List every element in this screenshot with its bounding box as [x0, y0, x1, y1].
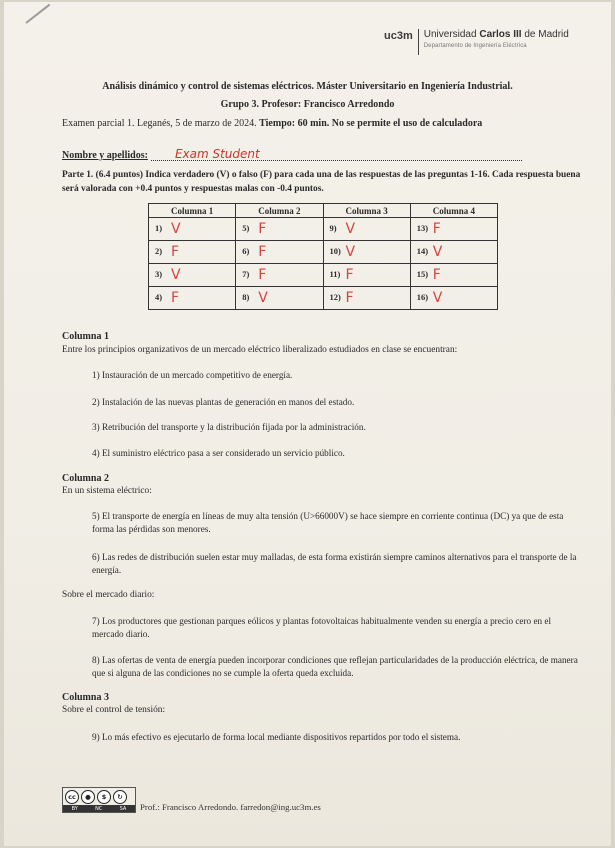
- question-number: 13): [416, 222, 429, 233]
- table-row: [149, 241, 498, 264]
- answer-mark: F: [171, 244, 180, 260]
- answer-cell[interactable]: [410, 241, 497, 264]
- question-number: 12): [329, 291, 341, 302]
- question-item: 2) Instalación de las nuevas plantas de generación en manos del estado.: [92, 397, 355, 407]
- license-by: BY: [71, 805, 78, 812]
- answer-mark: F: [345, 290, 354, 306]
- license-sa: SA: [119, 805, 127, 812]
- question-number: 9): [329, 222, 337, 233]
- license-nc: NC: [95, 805, 103, 812]
- columna3-intro: Sobre el control de tensión:: [62, 705, 166, 715]
- columna1-heading: Columna 1: [62, 331, 109, 342]
- name-line: [151, 147, 522, 161]
- table-row: [149, 264, 498, 287]
- course-title: Análisis dinámico y control de sistemas eléctricos. Máster Universitario en Ingeniería Industrial.: [102, 81, 513, 92]
- answer-mark: V: [345, 221, 356, 237]
- question-item: 9) Lo más efectivo es ejecutarlo de forma local mediante dispositivos repartidos por todo el sistema.: [92, 732, 461, 742]
- answer-cell[interactable]: [236, 264, 323, 287]
- columna1-intro: Entre los principios organizativos de un mercado eléctrico liberalizado estudiados en clase se encuentran:: [62, 345, 458, 355]
- cc-license-badge: [62, 787, 136, 813]
- answer-cell[interactable]: [149, 241, 236, 264]
- question-number: 15): [416, 268, 429, 279]
- table-row: [149, 218, 498, 241]
- answer-mark: F: [432, 221, 441, 237]
- table-row: [149, 287, 498, 310]
- question-item: 7) Los productores que gestionan parques eólicos y plantas fotovoltaicas habitualmente venden su energía a precio cero en el mercado diario.: [92, 616, 552, 639]
- column-header: Columna 4: [410, 204, 497, 218]
- question-number: 8): [242, 291, 250, 302]
- columna2-heading: Columna 2: [62, 473, 109, 484]
- columna3-heading: Columna 3: [62, 692, 109, 703]
- answer-mark: F: [258, 221, 267, 237]
- column-header: Columna 3: [323, 204, 410, 218]
- answer-mark: F: [258, 244, 267, 260]
- question-number: 6): [242, 245, 250, 256]
- column-header: Columna 2: [236, 204, 323, 218]
- columna2-intro2: Sobre el mercado diario:: [62, 590, 155, 600]
- cc-icon: cc: [65, 790, 79, 804]
- name-label: Nombre y apellidos:: [62, 150, 148, 161]
- answer-cell[interactable]: [323, 287, 410, 310]
- answer-mark: V: [432, 244, 443, 260]
- nc-icon: $: [97, 790, 111, 804]
- footer: [62, 787, 321, 813]
- answer-cell[interactable]: [410, 218, 497, 241]
- answer-mark: F: [345, 267, 354, 283]
- answer-mark: V: [345, 244, 356, 260]
- answer-cell[interactable]: [149, 287, 236, 310]
- answer-cell[interactable]: [149, 218, 236, 241]
- question-number: 2): [155, 245, 163, 256]
- answer-cell[interactable]: [410, 287, 497, 310]
- question-item: 4) El suministro eléctrico pasa a ser considerado un servicio público.: [92, 448, 345, 458]
- answer-mark: V: [171, 221, 181, 237]
- question-number: 11): [329, 268, 341, 279]
- answer-mark: F: [432, 267, 441, 283]
- question-number: 14): [416, 245, 429, 256]
- question-number: 5): [242, 222, 250, 233]
- question-item: 6) Las redes de distribución suelen estar muy malladas, de esta forma existirán siempre caminos alternativos para el transporte de la energía.: [92, 552, 577, 575]
- answer-cell[interactable]: [236, 241, 323, 264]
- answer-cell[interactable]: [323, 218, 410, 241]
- brand-short: uc3m: [384, 30, 413, 42]
- answer-mark: F: [258, 267, 267, 283]
- question-item: 1) Instauración de un mercado competitivo de energía.: [92, 370, 293, 380]
- answer-cell[interactable]: [410, 264, 497, 287]
- column-header: Columna 1: [149, 204, 236, 218]
- exam-info: Examen parcial 1. Leganés, 5 de marzo de 2024. Tiempo: 60 min. No se permite el uso de calculadora: [62, 118, 483, 129]
- university-name: Universidad Carlos III de Madrid: [423, 29, 569, 40]
- question-number: 4): [155, 291, 163, 302]
- logo-divider: [418, 29, 419, 55]
- group-title: Grupo 3. Profesor: Francisco Arredondo: [220, 99, 395, 110]
- question-item: 5) El transporte de energía en líneas de muy alta tensión (U>66000V) se hace siempre en corriente continua (DC) ya que de esta forma las pérdidas son menores.: [92, 511, 564, 534]
- answer-cell[interactable]: [236, 218, 323, 241]
- question-item: 3) Retribución del transporte y la distribución fijada por la administración.: [92, 422, 366, 432]
- answer-mark: F: [171, 290, 180, 306]
- professor-contact: Prof.: Francisco Arredondo. farredon@ing.uc3m.es: [140, 802, 321, 812]
- answer-table-header: [149, 204, 498, 218]
- question-number: 16): [416, 291, 429, 302]
- question-number: 3): [155, 268, 163, 279]
- university-logo: [384, 29, 569, 55]
- by-icon: ●: [81, 790, 95, 804]
- pen-mark: [25, 4, 50, 24]
- answer-cell[interactable]: [149, 264, 236, 287]
- handwritten-name: Exam Student: [174, 147, 260, 161]
- question-number: 10): [329, 245, 341, 256]
- answer-table: [148, 203, 498, 310]
- department-name: Departamento de Ingeniería Eléctrica: [423, 43, 527, 49]
- answer-mark: V: [258, 290, 268, 306]
- question-number: 1): [155, 222, 163, 233]
- part1-instructions: Parte 1. (6.4 puntos) Indica verdadero (V) o falso (F) para cada una de las respuestas de las preguntas 1-16. Cada respuesta buena será valorada con +0.4 puntos y respuestas malas con -0.4 puntos.: [62, 170, 581, 194]
- answer-mark: V: [171, 267, 181, 283]
- answer-cell[interactable]: [236, 287, 323, 310]
- answer-mark: V: [432, 290, 443, 306]
- answer-cell[interactable]: [323, 241, 410, 264]
- answer-cell[interactable]: [323, 264, 410, 287]
- question-item: 8) Las ofertas de venta de energía pueden incorporar condiciones que reflejan particularidades de la producción eléctrica, de manera que si alguna de las condiciones no se cumple la oferta queda excluida.: [92, 655, 578, 678]
- name-field[interactable]: [62, 145, 522, 161]
- question-number: 7): [242, 268, 250, 279]
- columna2-intro: En un sistema eléctrico:: [62, 486, 152, 496]
- sa-icon: ↻: [113, 790, 127, 804]
